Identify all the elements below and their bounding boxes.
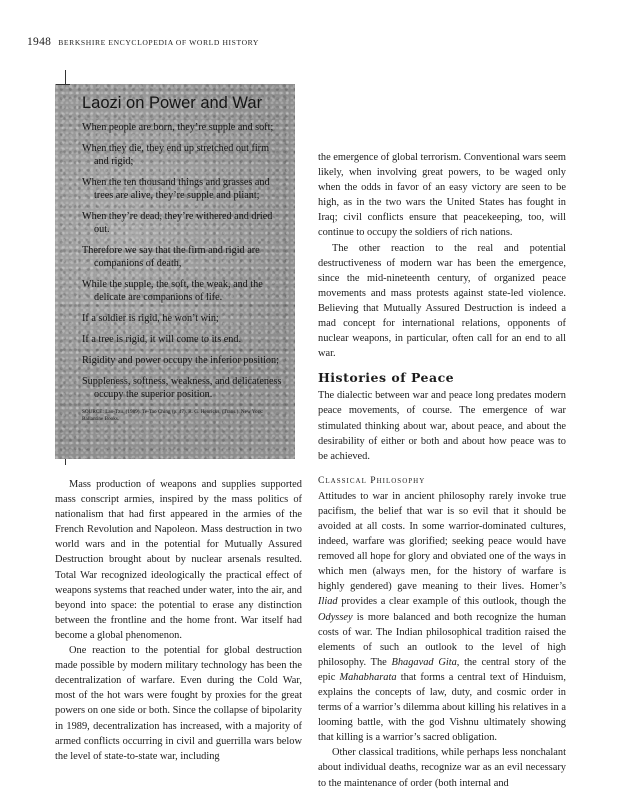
source-label: SOURCE: (82, 409, 104, 415)
sidebar-rule-horizontal (56, 84, 70, 85)
paragraph: the emergence of global terrorism. Conventional wars seem likely, when involving great powers, to be waged only when the odds in favor of an easy victory are seen to be high, as in the two wars the United States has fought in Iraq; civil conflicts ensure that peacekeeping, too, will continue to occupy the soldiers of rich nations. (318, 152, 566, 239)
poem-line: When people are born, they’re supple and soft; (82, 122, 274, 133)
text-run: provides a clear example of this outlook, though the (337, 596, 566, 608)
text-run: , the central story of the epic (318, 656, 566, 683)
subsection-heading: Classical Philosophy (318, 474, 426, 486)
paragraph: The dialectic between war and peace long predates modern peace movements, of course. The emergence of war stimulated thinking about war, about peace, and about the desirability of either or both and about how peace was to be achieved. (318, 390, 566, 462)
sidebar-title: Laozi on Power and War (82, 94, 263, 112)
text-run: Attitudes to war in ancient philosophy rarely invoke true pacifism, the belief that war is so evil that it should be avoided at all costs. In some warrior-dominated cultures, indeed, warfare was glorified; seeking peace would have removed all hope for glory and obviated one of the ways in which men (always men, for the history of warfare is highly gendered) gave meaning to their lives. Homer’s (318, 490, 566, 593)
work-title-odyssey: Odyssey (318, 611, 353, 623)
poem-line: Rigidity and power occupy the inferior position; (82, 355, 279, 366)
poem-line: When the ten thousand things and grasses and trees are alive, they’re supple and pliant; (82, 177, 270, 201)
paragraph: Other classical traditions, while perhaps less nonchalant about individual deaths, recognize war as an evil necessary to the maintenance of order (both internal and (318, 747, 566, 789)
paragraph (318, 489, 566, 746)
text-run: is more balanced and both recognize the human costs of war. The Indian philosophical tradition raised the elements of such an outlook to the level of high philosophy. The (318, 611, 566, 668)
source-text: Lao-Tzu. (1989). Te-Tao Ching (p. 47). R. G. Henricks, (Trans.). New York: Ballantine Books. (82, 409, 264, 422)
paragraph: Mass production of weapons and supplies supported mass conscript armies, inspired by the mass politics of nationalism that had first appeared in the armies of the French Revolution and Napoleon. Mass destruction in two world wars and in the potential for Mutually Assured Destruction brought about by nuclear arsenals resulted. Total War recognized ideologically the practical effect of weapons systems that reached under water, into the air, and beyond into space: the potential to erase any distinction between the frontline and the home front. War itself had become a global phenomenon. (55, 479, 302, 641)
right-column (318, 150, 566, 791)
running-title: BERKSHIRE ENCYCLOPEDIA OF WORLD HISTORY (58, 38, 260, 47)
paragraph: The other reaction to the real and potential destructiveness of modern war has been the emergence, since the mid-nineteenth century, of organized peace movements and mass protests against state-led violence. Believing that Mutually Assured Destruction is indeed a mad concept for international relations, opponents of nuclear weapons, in particular, often call for an end to all war. (318, 242, 566, 360)
poem-line: Therefore we say that the firm and rigid are companions of death, (82, 245, 260, 269)
poem (82, 121, 285, 401)
page-number: 1948 (27, 36, 52, 48)
work-title-mahabharata: Mahabharata (339, 671, 397, 683)
left-column (55, 477, 302, 764)
sidebar-source (82, 409, 285, 423)
poem-line: Suppleness, softness, weakness, and delicateness occupy the superior position. (82, 376, 282, 400)
paragraph: One reaction to the potential for global destruction made possible by modern military technology has been the decentralization of warfare. Even during the Cold War, most of the hot wars were fought by proxies for the great powers on one side or both. Since the collapse of bipolarity in 1989, decentralization has increased, with a majority of armed conflicts occurring in civil and guerrilla wars below the level of state-to-state war, including (55, 645, 302, 762)
poem-line: When they die, they end up stretched out firm and rigid; (82, 143, 269, 167)
work-title-gita: Bhagavad Gita (391, 656, 457, 668)
sidebar-box (55, 84, 295, 459)
work-title-iliad: Iliad (318, 596, 338, 608)
section-heading: Histories of Peace (318, 370, 455, 386)
poem-line: When they’re dead, they’re withered and dried out. (82, 211, 273, 235)
running-header (27, 36, 259, 48)
poem-line: While the supple, the soft, the weak, and the delicate are companions of life. (82, 279, 263, 303)
text-run: that forms a central text of Hinduism, explains the concepts of law, duty, and cosmic order in terms of a warrior’s dilemma about killing his relatives in a looming battle, with the god Vishnu ultimately showing that killing is a warrior’s sacred obligation. (318, 671, 566, 744)
poem-line: If a tree is rigid, it will come to its end. (82, 334, 242, 345)
poem-line: If a soldier is rigid, he won’t win; (82, 313, 219, 324)
